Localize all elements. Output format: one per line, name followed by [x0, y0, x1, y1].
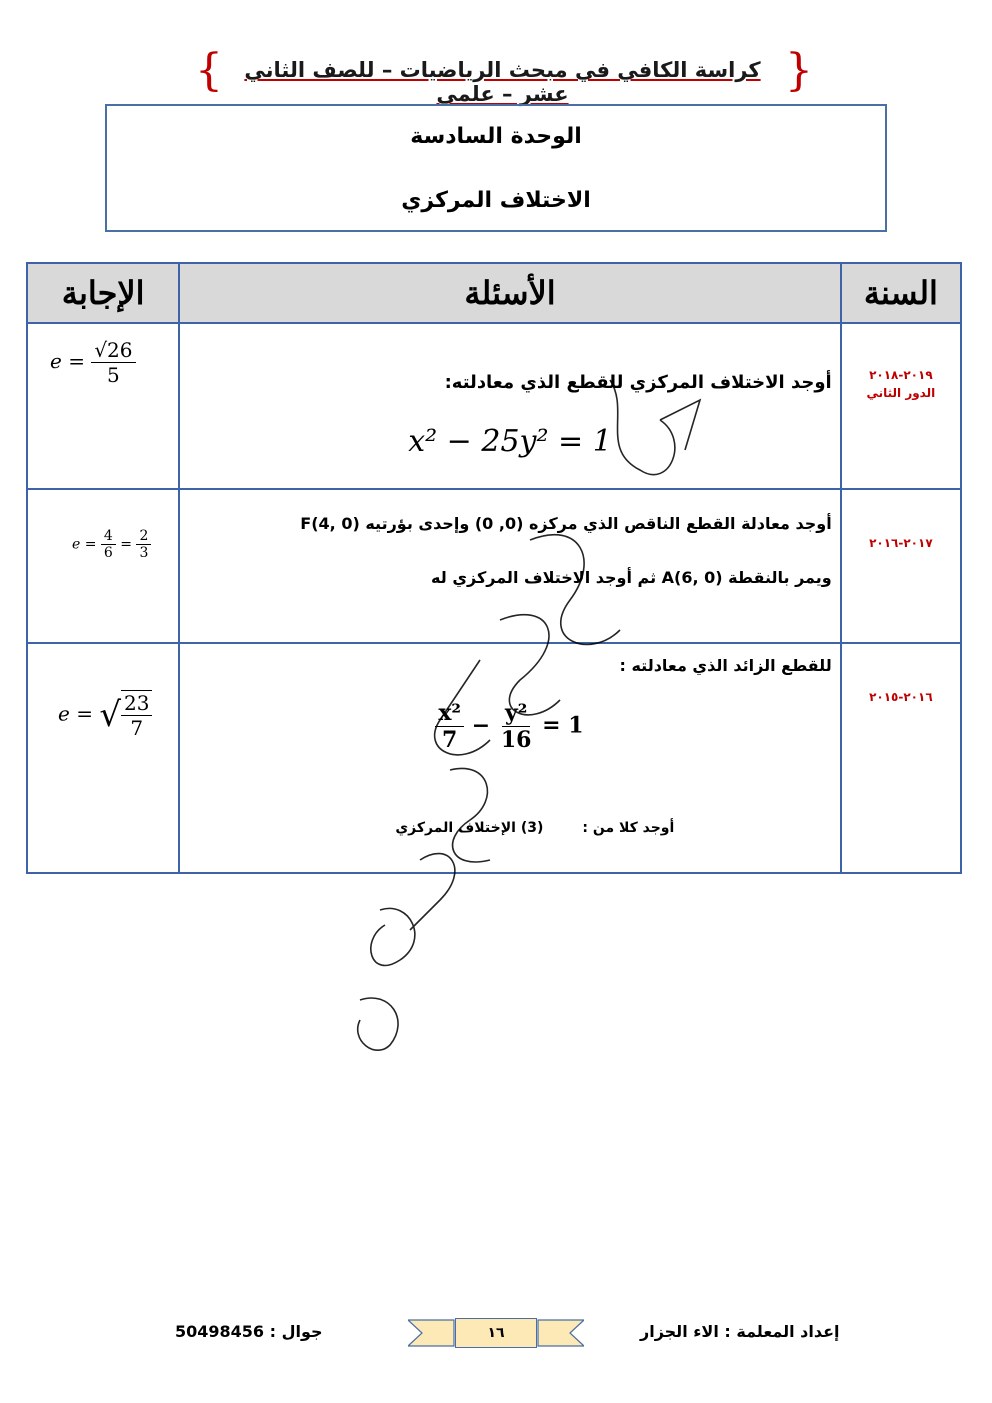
year-cell: [841, 643, 961, 873]
teacher-credit: إعداد المعلمة : الاء الجزار: [640, 1322, 840, 1341]
header-questions: الأسئلة: [179, 263, 840, 323]
year-label: ٢٠١٦-٢٠١٥: [869, 690, 933, 704]
table-row: [27, 489, 961, 643]
year-cell: [841, 323, 961, 489]
question-text: للقطع الزائد الذي معادلته :: [619, 656, 832, 675]
answer-2: e = $\frac{4}{6}$ = $\frac{2}{3}$: [72, 528, 151, 561]
answer-cell: [27, 323, 179, 489]
header-answer: الإجابة: [27, 263, 179, 323]
answer-fraction: $\frac{23}{7}$: [121, 690, 152, 740]
year-cell: [841, 489, 961, 643]
question-cell: [179, 489, 840, 643]
unit-number: الوحدة السادسة: [410, 124, 582, 149]
left-brace: {: [195, 45, 223, 96]
right-brace: }: [785, 45, 813, 96]
answer-cell: [27, 489, 179, 643]
question-text-line1: أوجد معادلة القطع الناقص الذي مركزه (0, 0) وإحدى بؤرتيه F(4, 0): [300, 514, 832, 533]
year-label: ٢٠١٧-٢٠١٦: [869, 536, 933, 550]
sqrt-sign: √: [99, 695, 121, 735]
question-cell: [179, 323, 840, 489]
page-header: [0, 45, 992, 106]
answer-3: e = √ $\frac{23}{7}$: [58, 690, 152, 740]
sub-question: أوجد كلا من : (3) الإختلاف المركزي: [395, 820, 675, 836]
year-label: ٢٠١٩-٢٠١٨: [869, 368, 933, 382]
unit-topic: الاختلاف المركزي: [401, 188, 591, 213]
question-text: أوجد الاختلاف المركزي للقطع الذي معادلته:: [444, 372, 832, 393]
unit-title-box: [105, 104, 887, 232]
hyperbola-equation: $\frac{\text{x²}}{7}$ − $\frac{\text{y²}}{16}$ = 1: [435, 700, 583, 753]
answer-fraction: $\frac{√26}{5}$: [91, 338, 135, 387]
exam-session-label: الدور الثاني: [866, 386, 936, 400]
phone-number: جوال : 50498456: [175, 1322, 323, 1341]
answer-cell: [27, 643, 179, 873]
table-row: [27, 643, 961, 873]
questions-table: [26, 262, 962, 874]
page-footer: [0, 1316, 992, 1356]
page-number: ١٦: [455, 1318, 537, 1348]
header-year: السنة: [841, 263, 961, 323]
question-cell: [179, 643, 840, 873]
question-equation: x² − 25y² = 1: [408, 424, 612, 459]
booklet-title: كراسة الكافي في مبحث الرياضيات – للصف الثاني عشر – علمي: [244, 58, 761, 106]
answer-1: e = $\frac{√26}{5}$: [50, 338, 136, 387]
table-row: [27, 323, 961, 489]
question-text-line2: ويمر بالنقطة A(6, 0) ثم أوجد الاختلاف المركزي له: [431, 568, 832, 587]
